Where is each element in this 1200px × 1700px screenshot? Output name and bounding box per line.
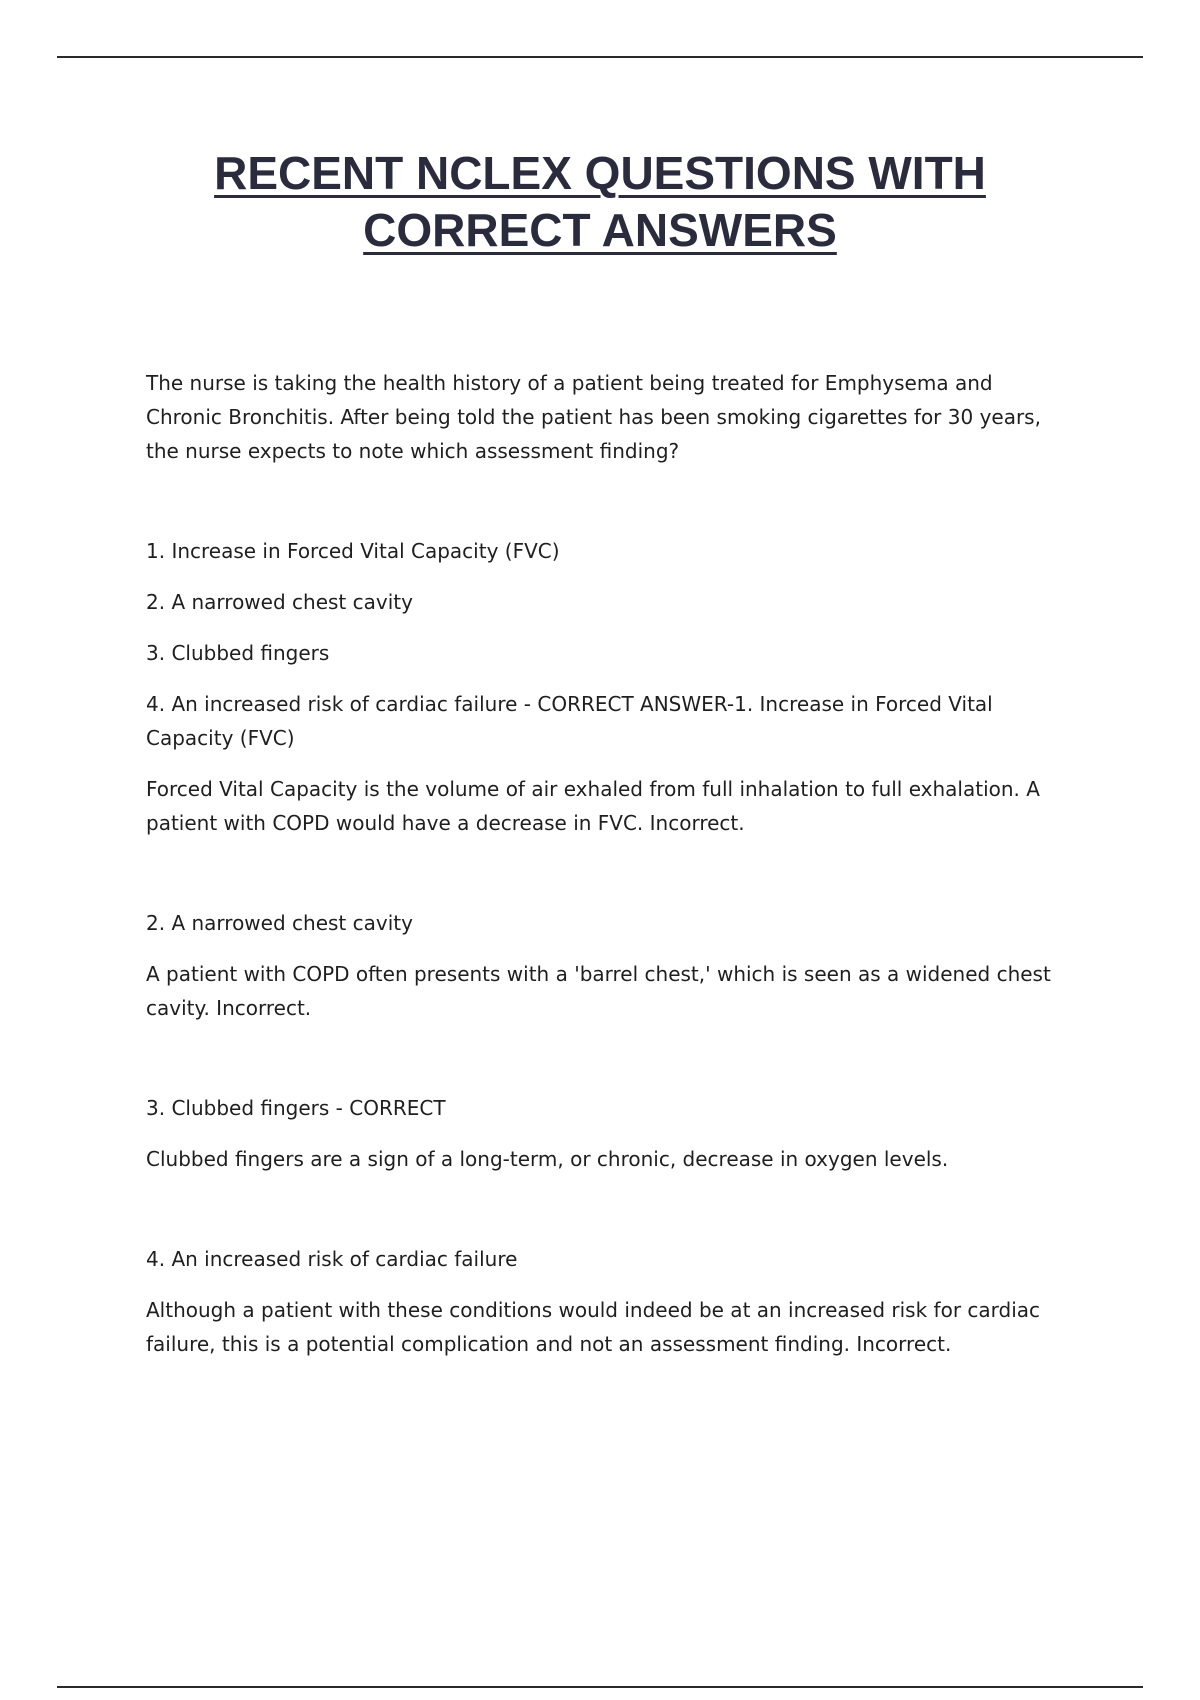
option-3: 3. Clubbed fingers — [146, 641, 330, 665]
bottom-divider — [57, 1686, 1143, 1688]
explanation-4-heading: 4. An increased risk of cardiac failure — [146, 1247, 518, 1271]
explanation-1-text: Forced Vital Capacity is the volume of air exhaled from full inhalation to full exhalation. A patient with COPD would have a decrease in FVC. Incorrect. — [146, 777, 1040, 835]
document-body — [146, 366, 1066, 1361]
explanation-3-heading: 3. Clubbed fingers - CORRECT — [146, 1096, 446, 1120]
explanation-2-heading: 2. A narrowed chest cavity — [146, 911, 413, 935]
option-1: 1. Increase in Forced Vital Capacity (FVC) — [146, 539, 560, 563]
option-2: 2. A narrowed chest cavity — [146, 590, 413, 614]
explanation-4-text: Although a patient with these conditions would indeed be at an increased risk for cardiac failure, this is a potential complication and not an assessment finding. Incorrect. — [146, 1298, 1041, 1356]
page-title — [100, 145, 1100, 259]
question-text: The nurse is taking the health history of a patient being treated for Emphysema and Chronic Bronchitis. After being told the patient has been smoking cigarettes for 30 years, the nurse expects to note which assessment finding? — [146, 371, 1041, 463]
title-line-1: RECENT NCLEX QUESTIONS WITH — [214, 147, 986, 199]
title-line-2: CORRECT ANSWERS — [363, 204, 837, 256]
top-divider — [57, 56, 1143, 58]
option-4-with-answer: 4. An increased risk of cardiac failure - CORRECT ANSWER-1. Increase in Forced Vital Capacity (FVC) — [146, 692, 993, 750]
explanation-2-text: A patient with COPD often presents with a 'barrel chest,' which is seen as a widened chest cavity. Incorrect. — [146, 962, 1051, 1020]
explanation-3-text: Clubbed fingers are a sign of a long-term, or chronic, decrease in oxygen levels. — [146, 1147, 949, 1171]
